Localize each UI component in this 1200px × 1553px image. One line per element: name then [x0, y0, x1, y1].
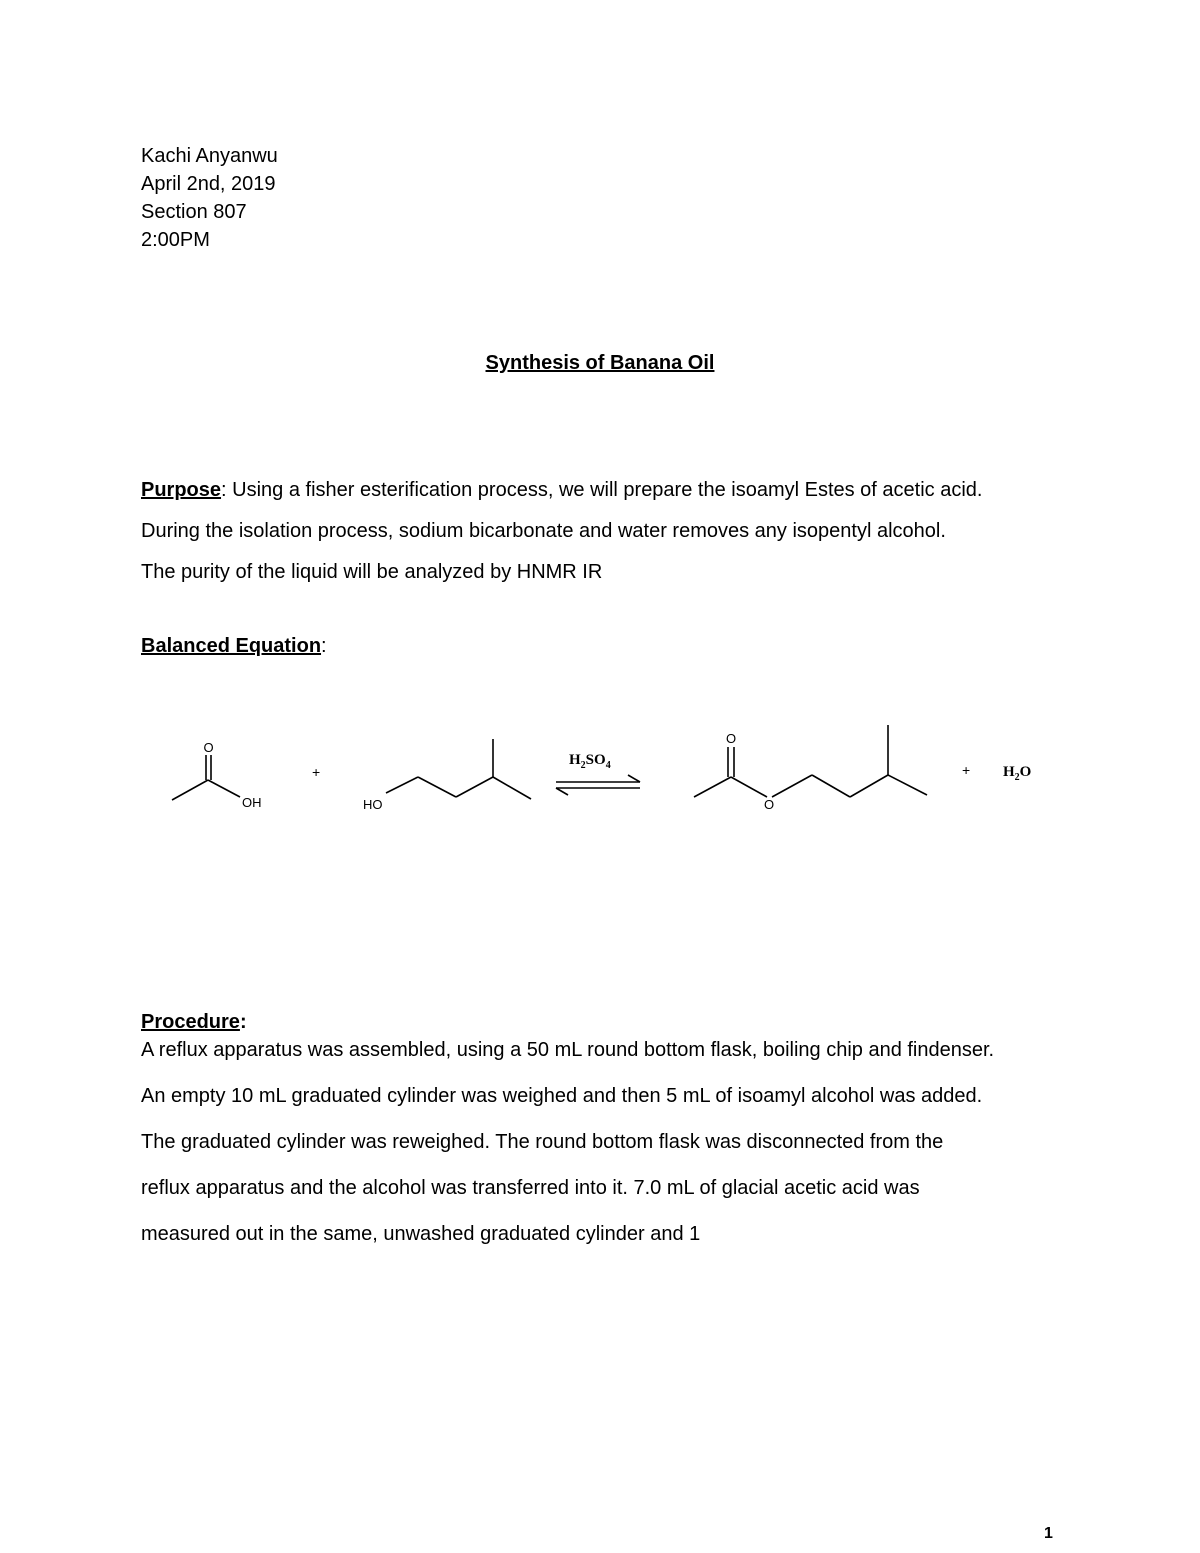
alcohol-hydroxyl-label: HO	[363, 797, 383, 812]
procedure-heading: Procedure	[141, 1011, 240, 1033]
ester-oxygen-label: O	[764, 797, 775, 812]
water-label: $H_2O$	[1003, 764, 1032, 783]
acid-carbonyl-oxygen: O	[203, 740, 214, 755]
report-date: April 2nd, 2019	[141, 173, 276, 195]
catalyst-label: $H_2SO_4$	[569, 752, 611, 771]
purpose-line-2: During the isolation process, sodium bicarbonate and water removes any isopentyl alcohol.	[141, 520, 946, 542]
procedure-line-3: The graduated cylinder was reweighed. The round bottom flask was disconnected from the	[141, 1131, 944, 1153]
plus-sign-1: +	[312, 764, 321, 780]
procedure-line-1: A reflux apparatus was assembled, using a 50 mL round bottom flask, boiling chip and findenser.	[141, 1039, 995, 1061]
ester-carbonyl-oxygen: O	[726, 731, 737, 746]
page-number: 1	[1044, 1525, 1053, 1542]
document-title: Synthesis of Banana Oil	[485, 352, 715, 374]
acid-hydroxyl-label: OH	[242, 795, 262, 810]
purpose-heading: Purpose	[141, 479, 222, 501]
section-number: Section 807	[141, 201, 247, 223]
procedure-heading-colon: :	[239, 1011, 247, 1033]
acetic-acid-structure	[172, 755, 240, 800]
purpose-line-3: The purity of the liquid will be analyzed by HNMR IR	[141, 561, 603, 583]
plus-sign-2: +	[962, 762, 971, 778]
procedure-section	[141, 1008, 1101, 1248]
balanced-equation-diagram	[160, 725, 1060, 835]
equilibrium-arrows	[556, 775, 640, 795]
isoamyl-alcohol-structure	[386, 739, 531, 799]
procedure-line-5: measured out in the same, unwashed graduated cylinder and 1	[141, 1223, 701, 1245]
author-name: Kachi Anyanwu	[141, 145, 278, 167]
procedure-line-2: An empty 10 mL graduated cylinder was weighed and then 5 mL of isoamyl alcohol was added.	[141, 1085, 983, 1107]
procedure-line-4: reflux apparatus and the alcohol was transferred into it. 7.0 mL of glacial acetic acid was	[141, 1177, 920, 1199]
equation-heading: Balanced Equation	[141, 635, 322, 657]
procedure-heading-line	[141, 1008, 1101, 1036]
purpose-line-1	[141, 470, 1101, 511]
document-header	[141, 142, 278, 254]
purpose-section	[141, 470, 1101, 593]
equation-heading-line	[141, 635, 327, 658]
equation-heading-colon: :	[321, 635, 327, 657]
lab-time: 2:00PM	[141, 229, 210, 251]
purpose-text-1: : Using a fisher esterification process, we will prepare the isoamyl Estes of acetic acid.	[221, 479, 983, 501]
